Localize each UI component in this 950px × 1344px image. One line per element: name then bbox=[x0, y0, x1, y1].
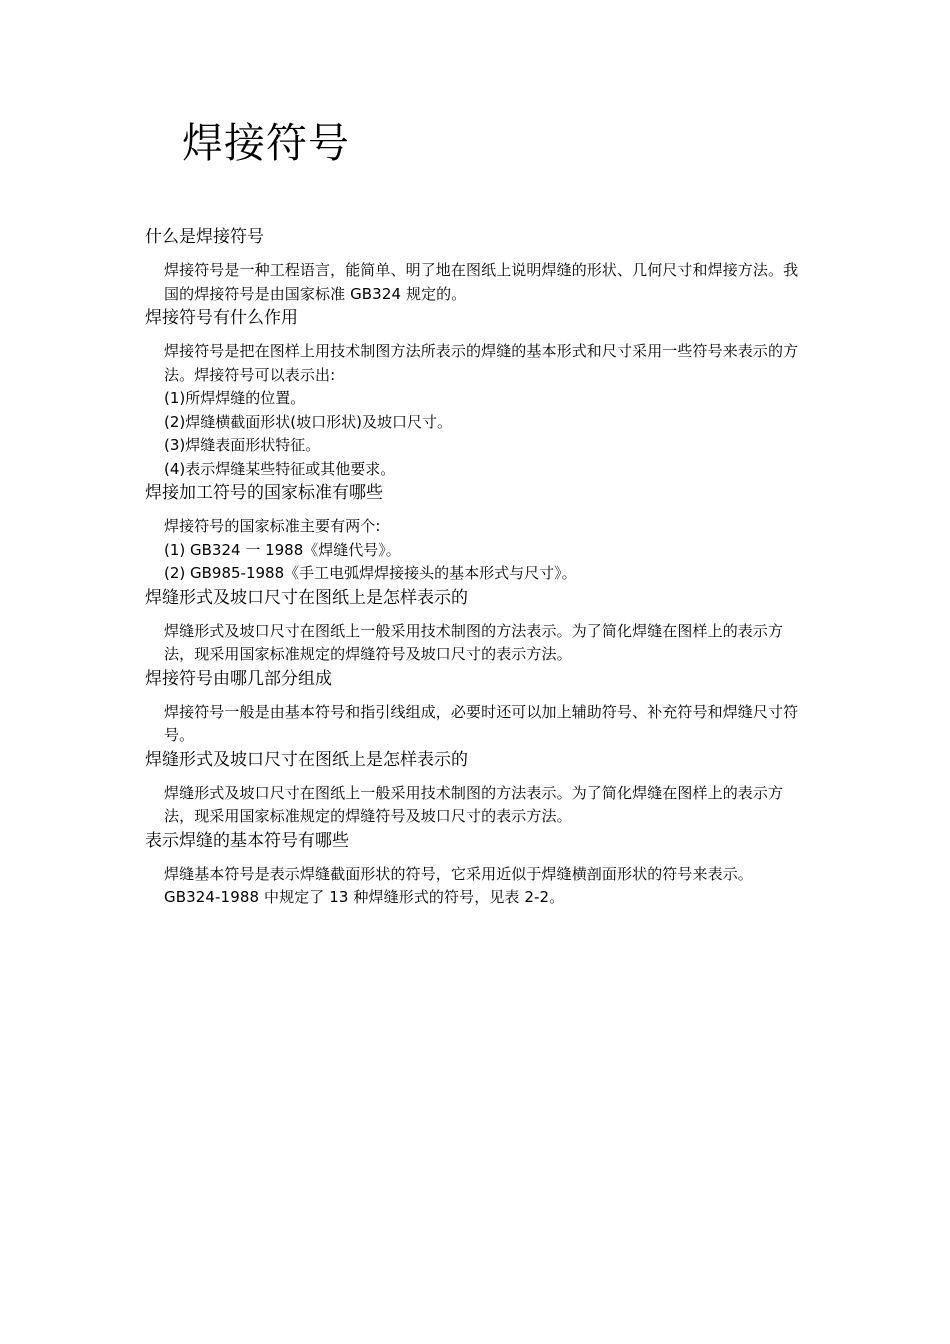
section-body bbox=[145, 332, 804, 481]
section-national-standards bbox=[145, 481, 815, 586]
list-item: (1)所焊焊缝的位置。 bbox=[164, 389, 306, 407]
document-content bbox=[145, 225, 815, 910]
section-weld-form-representation bbox=[145, 586, 815, 667]
list-item: (1) GB324 一 1988《焊缝代号》。 bbox=[164, 540, 401, 559]
section-heading: 焊接符号由哪几部分组成 bbox=[145, 668, 332, 689]
list-item: (4)表示焊缝某些特征或其他要求。 bbox=[164, 459, 396, 478]
section-heading: 焊接符号有什么作用 bbox=[145, 308, 298, 328]
section-heading: 表示焊缝的基本符号有哪些 bbox=[145, 830, 349, 851]
section-symbol-components bbox=[145, 667, 815, 748]
section-paragraph: 焊接符号是一种工程语言，能简单、明了地在图纸上说明焊缝的形状、几何尺寸和焊接方法。我国的焊接符号是由国家标准 GB324 规定的。 bbox=[164, 261, 799, 303]
section-heading: 焊缝形式及坡口尺寸在图纸上是怎样表示的 bbox=[145, 587, 468, 608]
section-heading: 焊接加工符号的国家标准有哪些 bbox=[145, 483, 383, 503]
section-body bbox=[145, 774, 804, 829]
section-heading: 什么是焊接符号 bbox=[145, 227, 264, 247]
section-body bbox=[145, 507, 804, 586]
document-title: 焊接符号 bbox=[182, 119, 350, 167]
section-paragraph: 焊缝形式及坡口尺寸在图纸上一般采用技术制图的方法表示。为了简化焊缝在图样上的表示方法，现采用国家标准规定的焊缝符号及坡口尺寸的表示方法。 bbox=[164, 783, 784, 825]
list-item: (2) GB985-1988《手工电弧焊焊接接头的基本形式与尺寸》。 bbox=[164, 564, 577, 582]
section-paragraph: 焊接符号一般是由基本符号和指引线组成，必要时还可以加上辅助符号、补充符号和焊缝尺寸符号。 bbox=[164, 702, 799, 744]
section-welding-symbol-purpose bbox=[145, 306, 815, 481]
section-body bbox=[145, 251, 804, 306]
section-basic-weld-symbols bbox=[145, 829, 815, 910]
section-paragraph: 焊接符号的国家标准主要有两个: bbox=[164, 517, 381, 535]
section-heading: 焊缝形式及坡口尺寸在图纸上是怎样表示的 bbox=[145, 749, 468, 770]
section-paragraph: 焊接符号是把在图样上用技术制图方法所表示的焊缝的基本形式和尺寸采用一些符号来表示的方法。焊接符号可以表示出: bbox=[164, 342, 799, 384]
section-paragraph: 焊缝基本符号是表示焊缝截面形状的符号，它采用近似于焊缝横剖面形状的符号来表示。GB324-1988 中规定了 13 种焊缝形式的符号，见表 2-2。 bbox=[164, 864, 753, 906]
list-item: (2)焊缝横截面形状(坡口形状)及坡口尺寸。 bbox=[164, 412, 452, 431]
section-weld-form-representation-repeat bbox=[145, 748, 815, 829]
section-what-is-welding-symbol bbox=[145, 225, 815, 306]
list-item: (3)焊缝表面形状特征。 bbox=[164, 436, 321, 454]
section-body bbox=[145, 693, 804, 748]
section-body bbox=[145, 855, 804, 910]
section-paragraph: 焊缝形式及坡口尺寸在图纸上一般采用技术制图的方法表示。为了简化焊缝在图样上的表示方法，现采用国家标准规定的焊缝符号及坡口尺寸的表示方法。 bbox=[164, 621, 784, 663]
section-body bbox=[145, 612, 804, 667]
